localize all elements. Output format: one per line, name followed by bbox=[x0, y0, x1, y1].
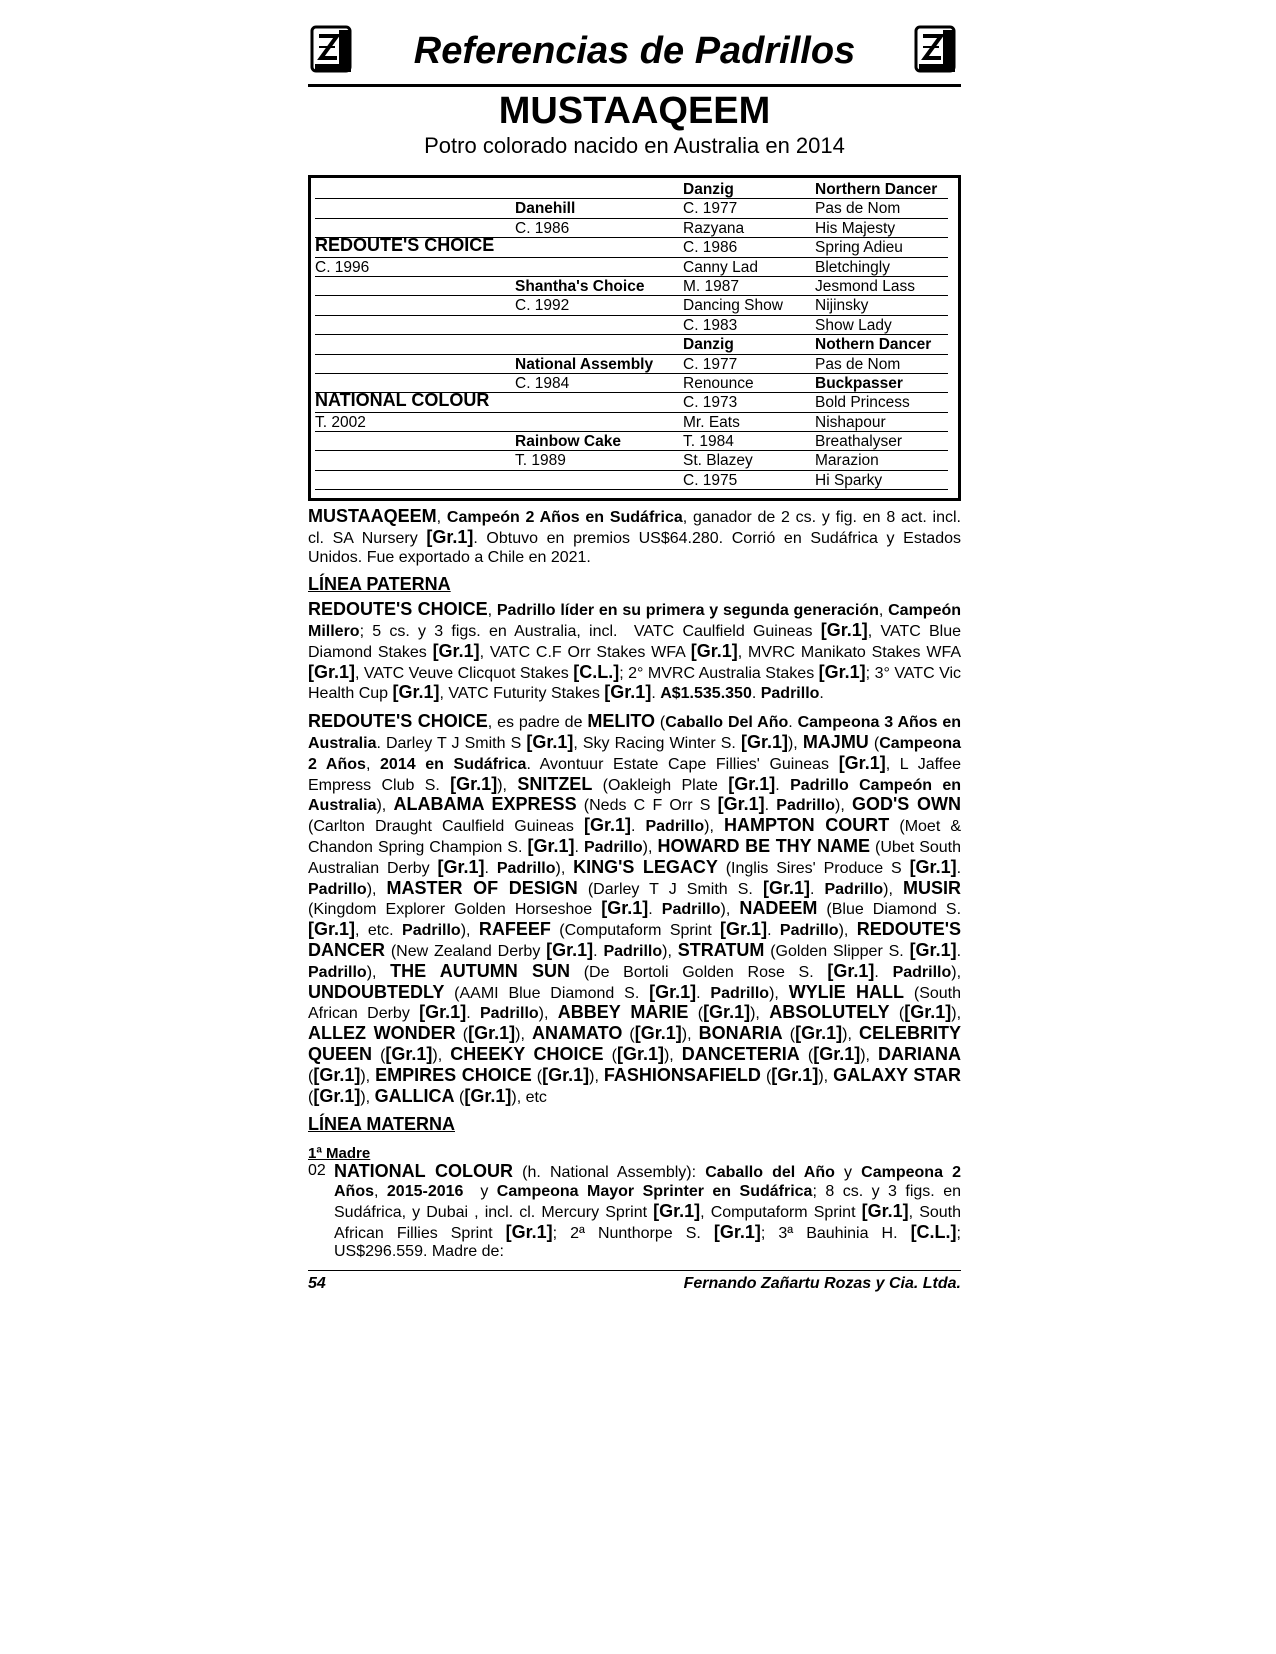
intro-paragraph: MUSTAAQEEM, Campeón 2 Años en Sudáfrica, ganador de 2 cs. y fig. en 8 act. incl. cl. SA Nursery [Gr.1]. Obtuvo en premios US$64.280. Corrió en Sudáfrica y Estados Unidos. Fue exportado a Chile en 2021. bbox=[308, 506, 961, 566]
pedigree-row bbox=[315, 432, 954, 451]
pedigree-cell: T. 2002 bbox=[315, 413, 366, 431]
pedigree-row bbox=[315, 180, 954, 199]
pedigree-cell: Pas de Nom bbox=[815, 355, 901, 373]
horse-name: MUSTAAQEEM bbox=[498, 90, 771, 132]
pedigree-row bbox=[315, 277, 954, 296]
pedigree-cell: C. 1986 bbox=[683, 239, 738, 257]
header-rule bbox=[308, 84, 961, 87]
pedigree-row bbox=[315, 199, 954, 218]
pedigree-cell: Show Lady bbox=[815, 316, 892, 334]
company-name: Fernando Zañartu Rozas y Cia. Ltda. bbox=[683, 1275, 961, 1293]
pedigree-row bbox=[315, 258, 954, 277]
madre-number: 02 bbox=[308, 1162, 326, 1180]
pedigree-cell: C. 1973 bbox=[683, 394, 738, 412]
pedigree-cell: Northern Dancer bbox=[815, 181, 938, 198]
pedigree-cell: National Assembly bbox=[515, 355, 654, 373]
pedigree-cell: C. 1977 bbox=[683, 355, 738, 373]
madre-heading: 1ª Madre bbox=[308, 1145, 371, 1163]
pedigree-cell: C. 1983 bbox=[683, 316, 738, 334]
pedigree-cell: His Majesty bbox=[815, 219, 896, 237]
pedigree-cell: Rainbow Cake bbox=[515, 433, 621, 451]
pedigree-cell: Razyana bbox=[683, 219, 745, 237]
pedigree-cell: St. Blazey bbox=[683, 452, 753, 470]
logo-icon bbox=[913, 24, 959, 74]
pedigree-cell: C. 1992 bbox=[515, 297, 570, 315]
pedigree-cell: Jesmond Lass bbox=[815, 277, 915, 295]
horse-subtitle: Potro colorado nacido en Australia en 2014 bbox=[424, 133, 845, 158]
pedigree-cell: REDOUTE'S CHOICE bbox=[315, 235, 495, 256]
pedigree-cell: Nijinsky bbox=[815, 297, 869, 315]
pedigree-cell: Hi Sparky bbox=[815, 471, 883, 489]
pedigree-cell: Shantha's Choice bbox=[515, 277, 645, 295]
pedigree-cell: Buckpasser bbox=[815, 374, 903, 392]
pedigree-row bbox=[315, 413, 954, 432]
pedigree-cell: Breathalyser bbox=[815, 433, 903, 451]
pedigree-cell: Pas de Nom bbox=[815, 200, 901, 218]
paterna-paragraph-1: REDOUTE'S CHOICE, Padrillo líder en su primera y segunda generación, Campeón Millero; 5 cs. y 3 figs. en Australia, incl. VATC Caulfield Guineas [Gr.1], VATC Blue Diamond Stakes [Gr.1], VATC C.F Orr Stakes WFA [Gr.1], MVRC Manikato Stakes WFA [Gr.1], VATC Veuve Clicquot Stakes [C.L.]; 2° MVRC Australia Stakes [Gr.1]; 3° VATC Vic Health Cup [Gr.1], VATC Futurity Stakes [Gr.1]. A$1.535.350. Padrillo. bbox=[308, 599, 962, 703]
pedigree-cell: Bold Princess bbox=[815, 394, 910, 412]
pedigree-rule bbox=[315, 489, 948, 490]
page-number: 54 bbox=[308, 1275, 326, 1293]
pedigree-cell: Bletchingly bbox=[815, 258, 890, 276]
pedigree-table bbox=[308, 175, 961, 501]
section-heading-materna: LÍNEA MATERNA bbox=[308, 1114, 455, 1135]
madre-entry: 02 NATIONAL COLOUR (h. National Assembly): Caballo del Año y Campeona 2 Años, 2015-2016 y Campeona Mayor Sprinter en Sudáfrica; 8 cs. y 3 figs. en Sudáfrica, y Dubai , incl. cl. Mercury Sprint [Gr.1], Computaform Sprint [Gr.1], South African Fillies Sprint [Gr.1]; 2ª Nunthorpe S. [Gr.1]; 3ª Bauhinia H. [C.L.]; US$296.559. Madre de: bbox=[308, 1161, 962, 1261]
pedigree-cell: Dancing Show bbox=[683, 297, 783, 315]
pedigree-cell: NATIONAL COLOUR bbox=[315, 390, 490, 411]
pedigree-row bbox=[315, 316, 954, 335]
pedigree-cell: C. 1986 bbox=[515, 219, 570, 237]
pedigree-cell: Spring Adieu bbox=[815, 239, 903, 257]
pedigree-cell: Nishapour bbox=[815, 413, 886, 431]
pedigree-cell: Danzig bbox=[683, 336, 734, 354]
pedigree-cell: C. 1977 bbox=[683, 200, 738, 218]
pedigree-cell: Renounce bbox=[683, 374, 754, 392]
pedigree-cell: Danehill bbox=[515, 200, 576, 218]
pedigree-cell: C. 1984 bbox=[515, 374, 570, 392]
pedigree-row bbox=[315, 335, 954, 354]
pedigree-cell: M. 1987 bbox=[683, 277, 740, 295]
pedigree-cell: Mr. Eats bbox=[683, 413, 740, 431]
pedigree-cell: C. 1996 bbox=[315, 258, 370, 276]
pedigree-row bbox=[315, 235, 954, 257]
section-heading-paterna: LÍNEA PATERNA bbox=[308, 574, 451, 595]
pedigree-cell: Danzig bbox=[683, 181, 734, 198]
pedigree-cell: C. 1975 bbox=[683, 471, 738, 489]
body-text bbox=[308, 507, 961, 1262]
pedigree-row bbox=[315, 296, 954, 315]
pedigree-row bbox=[315, 355, 954, 374]
header-title: Referencias de Padrillos bbox=[413, 30, 856, 72]
paterna-paragraph-2: REDOUTE'S CHOICE, es padre de MELITO (Caballo Del Año. Campeona 3 Años en Australia. Darley T J Smith S [Gr.1], Sky Racing Winter S. [Gr.1]), MAJMU (Campeona 2 Años, 2014 en Sudáfrica. Avontuur Estate Cape Fillies' Guineas [Gr.1], L Jaffee Empress Club S. [Gr.1]), SNITZEL (Oakleigh Plate [Gr.1]. Padrillo Campeón en Australia), ALABAMA EXPRESS (Neds C F Orr S [Gr.1]. Padrillo), GOD'S OWN (Carlton Draught Caulfield Guineas [Gr.1]. Padrillo), HAMPTON COURT (Moet & Chandon Spring Champion S. [Gr.1]. Padrillo), HOWARD BE THY NAME (Ubet South Australian Derby [Gr.1]. Padrillo), KING'S LEGACY (Inglis Sires' Produce S [Gr.1]. Padrillo), MASTER OF DESIGN (Darley T J Smith S. [Gr.1]. Padrillo), MUSIR (Kingdom Explorer Golden Horseshoe [Gr.1]. Padrillo), NADEEM (Blue Diamond S. [Gr.1], etc. Padrillo), RAFEEF (Computaform Sprint [Gr.1]. Padrillo), REDOUTE'S DANCER (New Zealand Derby [Gr.1]. Padrillo), STRATUM (Golden Slipper S. [Gr.1]. Padrillo), THE AUTUMN SUN (De Bortoli Golden Rose S. [Gr.1]. Padrillo), UNDOUBTEDLY (AAMI Blue Diamond S. [Gr.1]. Padrillo), WYLIE HALL (South African Derby [Gr.1]. Padrillo), ABBEY MARIE ([Gr.1]), ABSOLUTELY ([Gr.1]), ALLEZ WONDER ([Gr.1]), ANAMATO ([Gr.1]), BONARIA ([Gr.1]), CELEBRITY QUEEN ([Gr.1]), CHEEKY CHOICE ([Gr.1]), DANCETERIA ([Gr.1]), DARIANA ([Gr.1]), EMPIRES CHOICE ([Gr.1]), FASHIONSAFIELD ([Gr.1]), GALAXY STAR ([Gr.1]), GALLICA ([Gr.1]), etc bbox=[308, 711, 962, 1106]
page bbox=[308, 22, 961, 1295]
page-header bbox=[308, 22, 961, 80]
pedigree-row bbox=[315, 390, 954, 412]
pedigree-cell: T. 1984 bbox=[683, 433, 734, 451]
pedigree-row bbox=[315, 451, 954, 470]
pedigree-cell: Nothern Dancer bbox=[815, 336, 932, 354]
pedigree-cell: Canny Lad bbox=[683, 258, 758, 276]
pedigree-cell: T. 1989 bbox=[515, 452, 566, 470]
page-footer bbox=[308, 1271, 961, 1295]
pedigree-cell: Marazion bbox=[815, 452, 879, 470]
pedigree-row bbox=[315, 471, 954, 490]
